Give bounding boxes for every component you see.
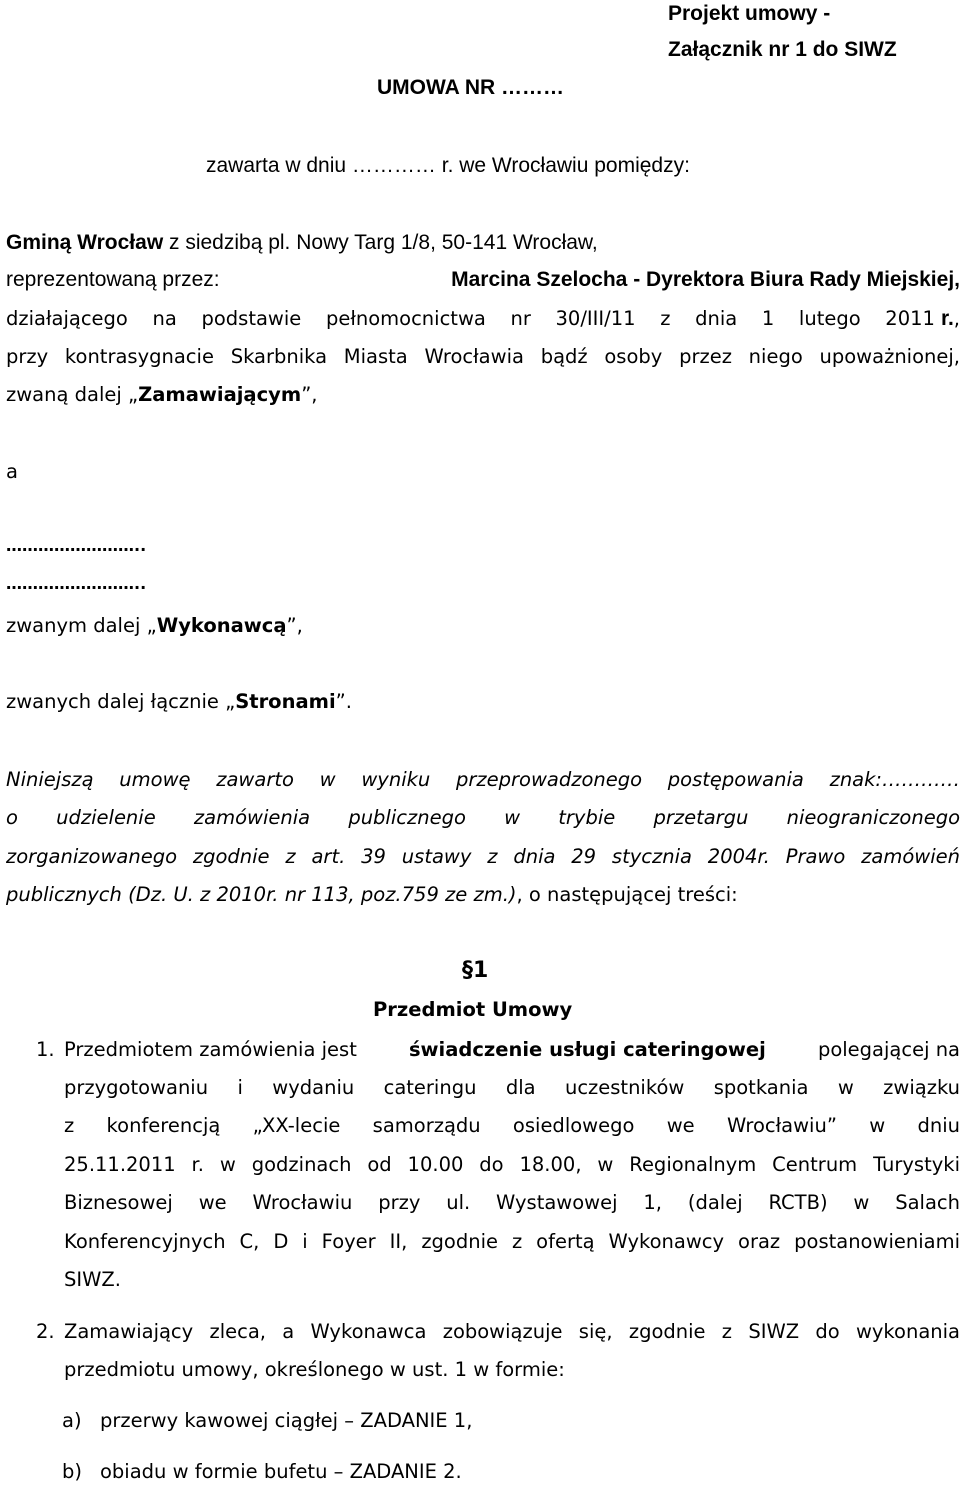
intro-line4-italic: publicznych (Dz. U. z 2010r. nr 113, poz.759 ze zm.) xyxy=(6,883,517,906)
party2-dots-1: …………………….. xyxy=(6,536,147,555)
party1-line1 xyxy=(6,231,598,255)
party1-name: Gminą Wrocław xyxy=(6,231,164,254)
item2-line1: Zamawiający zleca, a Wykonawca zobowiązuje się, zgodnie z SIWZ do wykonania xyxy=(64,1320,960,1343)
and-label: a xyxy=(6,460,18,483)
section-number: 1 xyxy=(473,958,489,983)
sub-item-a-letter: a) xyxy=(62,1409,82,1432)
item1-line3: z konferencją „XX-lecie samorządu osiedlowego we Wrocławiu” w dniu xyxy=(64,1114,960,1137)
party1-called-name: Zamawiającym xyxy=(138,383,302,406)
party1-r: r. xyxy=(940,307,954,330)
parties-prefix: zwanych dalej łącznie „ xyxy=(6,690,236,713)
party1-repr-prefix: reprezentowaną przez: xyxy=(6,268,220,291)
item1-l1a: Przedmiotem zamówienia jest xyxy=(64,1038,357,1061)
party2-called-suffix: ”, xyxy=(286,614,303,637)
intro-line2: o udzielenie zamówienia publicznego w trybie przetargu nieograniczonego xyxy=(6,806,960,829)
sub-item-b-letter: b) xyxy=(62,1460,82,1483)
intro-line4-rest: , o następującej treści: xyxy=(516,883,738,906)
party1-seat: z siedzibą pl. Nowy Targ 1/8, 50-141 Wrocław, xyxy=(163,231,598,254)
item1-line1 xyxy=(64,1038,960,1061)
party2-called xyxy=(6,614,303,637)
party2-dots-2: …………………….. xyxy=(6,574,147,593)
item1-line4: 25.11.2011 r. w godzinach od 10.00 do 18.00, w Regionalnym Centrum Turystyki xyxy=(64,1153,960,1176)
item1-number: 1. xyxy=(36,1038,55,1061)
item1-l1b: świadczenie usługi cateringowej xyxy=(408,1038,766,1061)
section-sign: § xyxy=(462,958,473,983)
annex-label: Załącznik nr 1 do SIWZ xyxy=(668,38,897,61)
party2-called-prefix: zwanym dalej „ xyxy=(6,614,157,637)
intro-line4 xyxy=(6,883,738,906)
party1-called xyxy=(6,383,318,406)
item2-number: 2. xyxy=(36,1320,55,1343)
party1-line3 xyxy=(6,307,960,331)
section-title: Przedmiot Umowy xyxy=(373,998,573,1021)
item1-line5: Biznesowej we Wrocławiu przy ul. Wystawowej 1, (dalej RCTB) w Salach xyxy=(64,1191,960,1214)
party1-line4: przy kontrasygnacie Skarbnika Miasta Wrocławia bądź osoby przez niego upoważnionej, xyxy=(6,345,960,368)
party1-comma: , xyxy=(953,307,960,330)
sub-item-b-text: obiadu w formie bufetu – ZADANIE 2. xyxy=(100,1460,462,1483)
party2-called-name: Wykonawcą xyxy=(156,614,287,637)
item1-line6: Konferencyjnych C, D i Foyer II, zgodnie z ofertą Wykonawcy oraz postanowieniami xyxy=(64,1230,960,1253)
parties-suffix: ”. xyxy=(335,690,352,713)
party1-called-suffix: ”, xyxy=(301,383,318,406)
item2-line2: przedmiotu umowy, określonego w ust. 1 w formie: xyxy=(64,1358,565,1381)
intro-line3: zorganizowanego zgodnie z art. 39 ustawy z dnia 29 stycznia 2004r. Prawo zamówień xyxy=(6,845,960,868)
party1-repr-name: Marcina Szelocha - Dyrektora Biura Rady Miejskiej, xyxy=(451,268,960,291)
parties-name: Stronami xyxy=(235,690,336,713)
contract-number: UMOWA NR ……… xyxy=(377,76,565,99)
item1-line2: przygotowaniu i wydaniu cateringu dla uczestników spotkania w związku xyxy=(64,1076,960,1099)
party1-line2 xyxy=(6,268,960,292)
item1-line7: SIWZ. xyxy=(64,1268,121,1291)
project-label: Projekt umowy - xyxy=(668,2,831,25)
section-heading xyxy=(462,958,488,983)
concluded-line: zawarta w dniu ………… r. we Wrocławiu pomiędzy: xyxy=(206,154,690,177)
parties-called xyxy=(6,690,352,713)
party1-called-prefix: zwaną dalej „ xyxy=(6,383,139,406)
item1-l1c: polegającej na xyxy=(817,1038,960,1061)
party1-authority: działającego na podstawie pełnomocnictwa nr 30/III/11 z dnia 1 lutego 2011 xyxy=(6,307,935,330)
intro-line1: Niniejszą umowę zawarto w wyniku przeprowadzonego postępowania znak:………… xyxy=(6,768,960,791)
sub-item-a-text: przerwy kawowej ciągłej – ZADANIE 1, xyxy=(100,1409,473,1432)
